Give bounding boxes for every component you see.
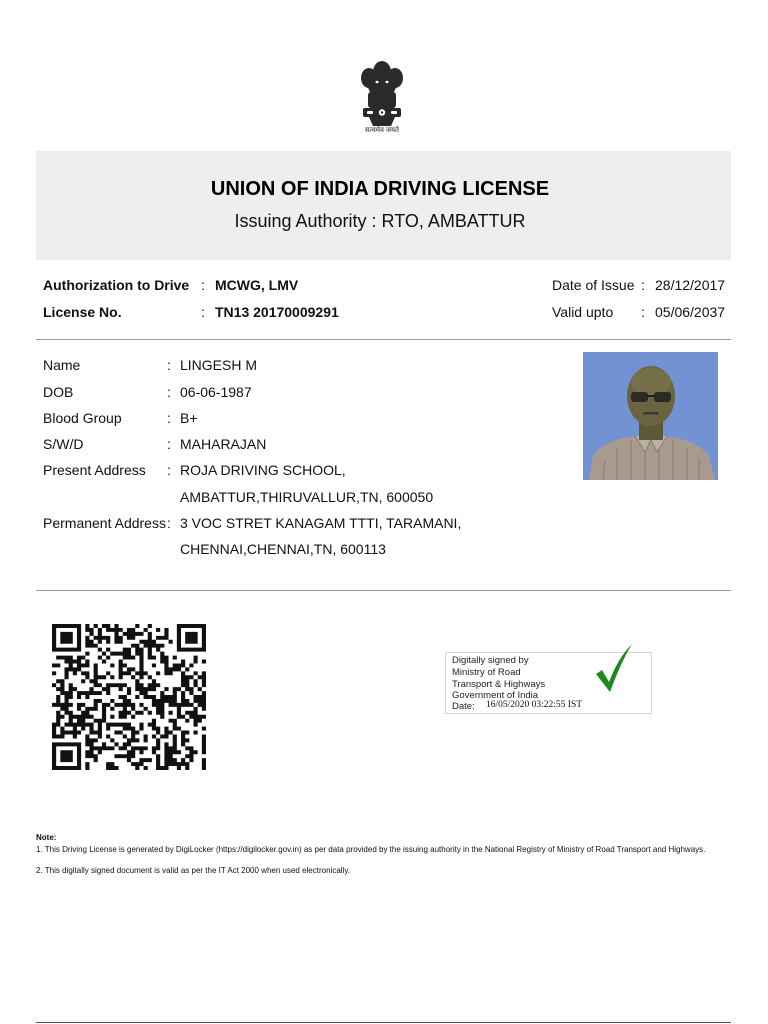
note-item: 1. This Driving License is generated by DigiLocker (https://digilocker.gov.in) as per data provided by the issuing authority in the National Registry of Ministry of Road Transport and Highways. — [36, 845, 706, 854]
issue-date-label: Date of Issue — [552, 277, 635, 293]
separator: : — [201, 277, 205, 293]
name-label: Name — [43, 357, 81, 373]
signature-line: Transport & Highways — [452, 679, 546, 690]
valid-upto-label: Valid upto — [552, 304, 614, 320]
present-address-line1: ROJA DRIVING SCHOOL, — [180, 462, 346, 478]
separator: : — [167, 410, 171, 426]
blood-group-label: Blood Group — [43, 410, 122, 426]
qr-modules — [52, 624, 206, 770]
swd-value: MAHARAJAN — [180, 436, 267, 452]
emblem-motto: सत्यमेव जयते — [364, 127, 400, 134]
authorization-value: MCWG, LMV — [215, 277, 299, 293]
separator: : — [641, 304, 645, 320]
swd-label: S/W/D — [43, 436, 84, 452]
blood-group-value: B+ — [180, 410, 198, 426]
permanent-address-label: Permanent Address — [43, 515, 166, 531]
note-title: Note: — [36, 833, 57, 842]
separator: : — [641, 277, 645, 293]
checkmark-icon — [594, 644, 634, 694]
valid-upto-value: 05/06/2037 — [655, 304, 726, 320]
separator: : — [167, 515, 171, 531]
present-address-label: Present Address — [43, 462, 146, 478]
permanent-address-line2: CHENNAI,CHENNAI,TN, 600113 — [180, 541, 386, 557]
signature-line: Ministry of Road — [452, 667, 521, 678]
dob-label: DOB — [43, 384, 74, 400]
issuing-authority: Issuing Authority : RTO, AMBATTUR — [234, 211, 526, 231]
permanent-address-line1: 3 VOC STRET KANAGAM TTTI, TARAMANI, — [180, 515, 462, 531]
divider — [36, 590, 731, 591]
separator: : — [167, 462, 171, 478]
license-number-value: TN13 20170009291 — [215, 304, 339, 320]
issue-date-value: 28/12/2017 — [655, 277, 726, 293]
note-item: 2. This digitally signed document is valid as per the IT Act 2000 when used electronically. — [36, 866, 350, 875]
header-band — [36, 151, 731, 260]
signature-date-label: Date: — [452, 701, 475, 712]
license-number-label: License No. — [43, 304, 122, 320]
name-value: LINGESH M — [180, 357, 258, 373]
separator: : — [167, 384, 171, 400]
signature-date-value: 16/05/2020 03:22:55 IST — [486, 700, 583, 710]
signature-line: Digitally signed by — [452, 655, 529, 666]
page-title: UNION OF INDIA DRIVING LICENSE — [210, 178, 550, 200]
divider — [36, 339, 731, 340]
separator: : — [201, 304, 205, 320]
footer-divider — [36, 1022, 731, 1023]
separator: : — [167, 436, 171, 452]
qr-code — [52, 624, 206, 770]
separator: : — [167, 357, 171, 373]
present-address-line2: AMBATTUR,THIRUVALLUR,TN, 600050 — [180, 489, 434, 505]
dob-value: 06-06-1987 — [180, 384, 252, 400]
signature-line: Government of India — [452, 690, 539, 701]
holder-photo — [583, 352, 718, 480]
authorization-label: Authorization to Drive — [43, 277, 190, 293]
